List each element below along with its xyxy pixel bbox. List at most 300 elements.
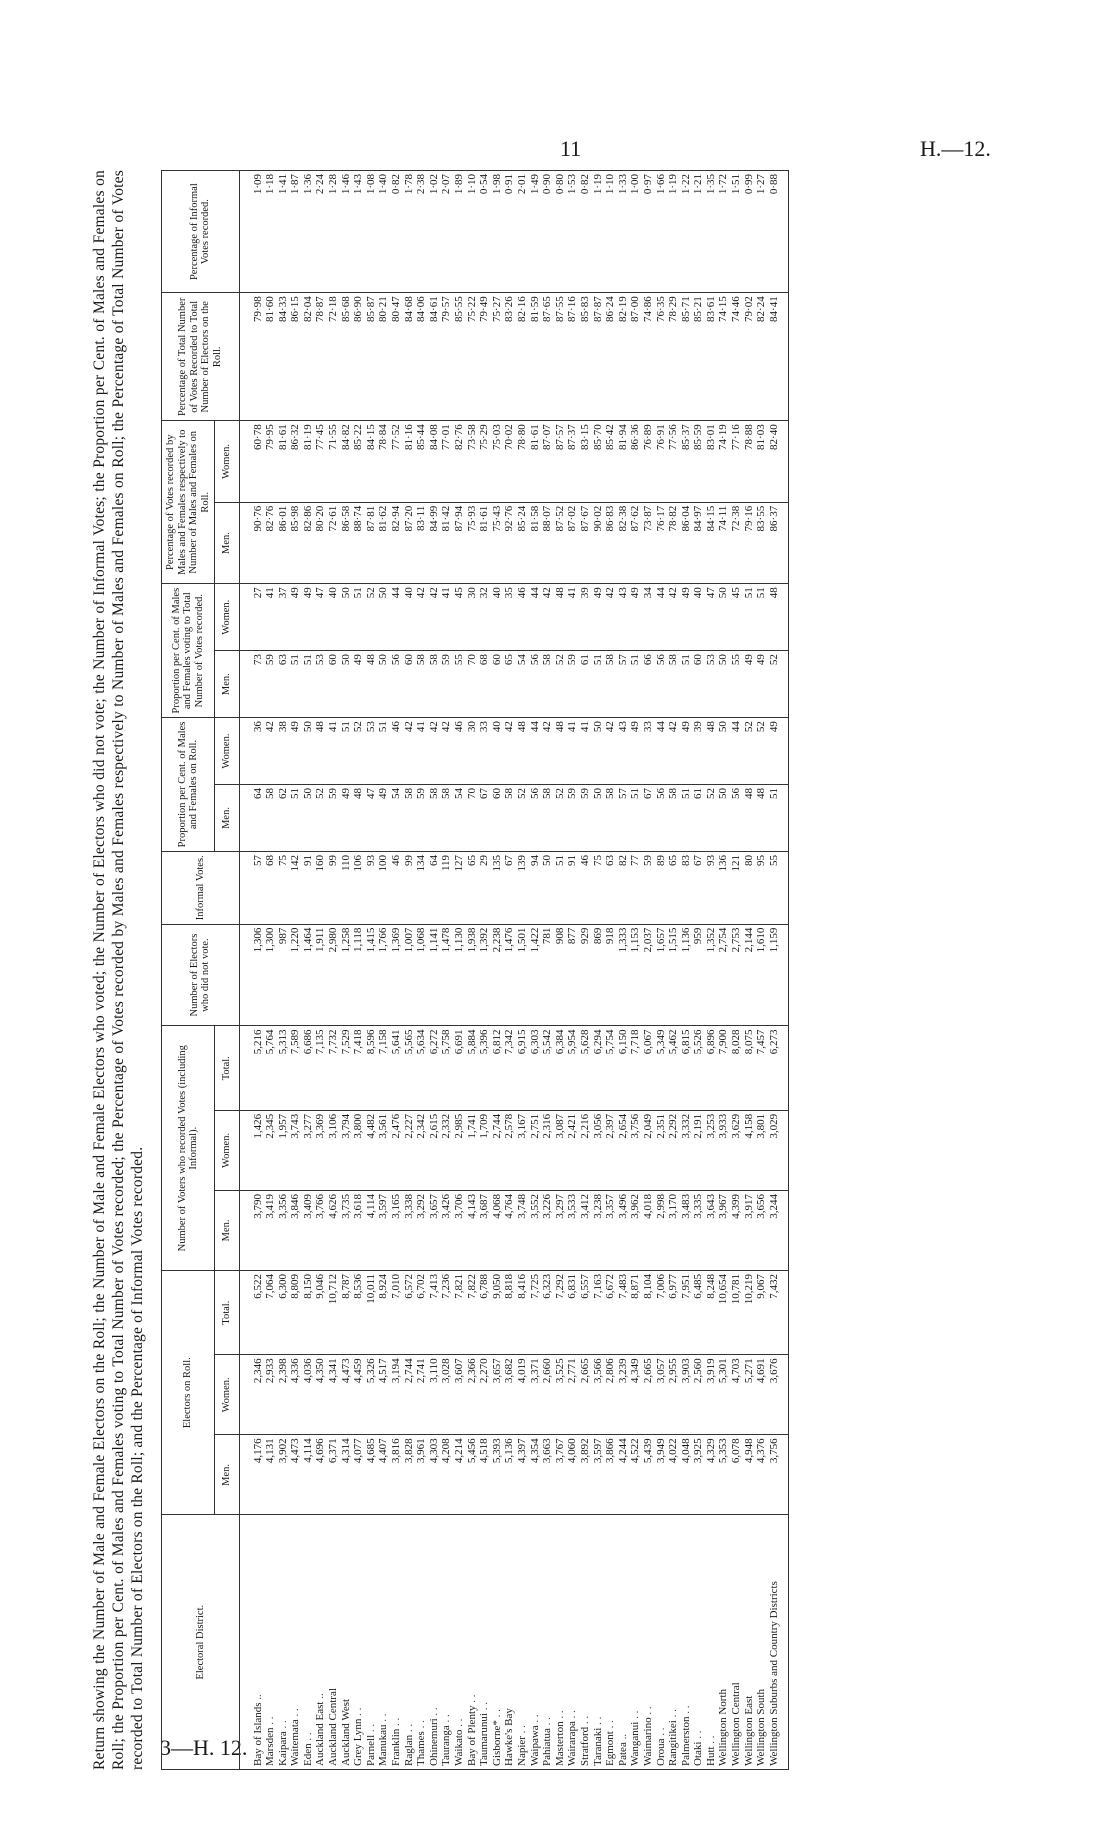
cell-sm: 82·76 [264, 502, 277, 583]
leader-dots: . . [453, 1718, 465, 1727]
cell-pm: 55 [453, 651, 466, 718]
cell-vw: 3,756 [629, 1110, 642, 1190]
cell-sw: 86·32 [289, 421, 302, 502]
cell-tp: 86·15 [289, 293, 302, 421]
district-cell [629, 1515, 642, 1770]
cell-vt: 7,457 [755, 1026, 768, 1110]
cell-em: 3,816 [390, 1435, 403, 1515]
header-voters-total: Total. [215, 1026, 240, 1110]
cell-vw: 1,741 [466, 1110, 479, 1190]
cell-nv: 1,657 [655, 924, 668, 1026]
cell-rm: 52 [705, 785, 718, 852]
cell-tp: 87·65 [541, 293, 554, 421]
leader-dots: . . [415, 1720, 428, 1729]
cell-et: 7,432 [768, 1270, 789, 1354]
cell-vm: 3,748 [516, 1190, 529, 1270]
district-name: Bay of Plenty [465, 1705, 478, 1766]
cell-vm: 3,244 [768, 1190, 789, 1270]
cell-ew: 3,607 [453, 1355, 466, 1435]
cell-pw: 32 [478, 584, 491, 651]
cell-em: 4,114 [302, 1435, 315, 1515]
cell-et: 8,809 [289, 1270, 302, 1354]
cell-ew: 2,741 [415, 1355, 428, 1435]
cell-sm: 75·43 [491, 502, 504, 583]
cell-ip: 1·40 [377, 171, 390, 293]
table-row [529, 171, 542, 1770]
cell-sw: 81·19 [302, 421, 315, 502]
cell-ip: 1·19 [667, 171, 680, 293]
cell-vw: 1,709 [478, 1110, 491, 1190]
cell-vm: 3,657 [428, 1190, 441, 1270]
cell-ip: 1·78 [403, 171, 416, 293]
cell-vt: 5,565 [403, 1026, 416, 1110]
cell-vm: 4,114 [365, 1190, 378, 1270]
cell-pm: 59 [566, 651, 579, 718]
cell-vm: 3,656 [755, 1190, 768, 1270]
cell-inf: 64 [428, 851, 441, 924]
cell-inf: 67 [692, 851, 705, 924]
cell-pw: 30 [466, 584, 479, 651]
table-row [566, 171, 579, 1770]
cell-rw: 43 [617, 718, 630, 785]
cell-vw: 1,426 [239, 1110, 264, 1190]
cell-rm: 59 [566, 785, 579, 852]
table-body [239, 171, 789, 1770]
cell-sm: 85·98 [289, 502, 302, 583]
district-cell [478, 1515, 491, 1770]
cell-inf: 106 [352, 851, 365, 924]
cell-tp: 85·87 [365, 293, 378, 421]
cell-em: 4,022 [667, 1435, 680, 1515]
cell-pw: 48 [554, 584, 567, 651]
cell-vw: 2,744 [491, 1110, 504, 1190]
cell-et: 6,977 [667, 1270, 680, 1354]
cell-vt: 6,896 [705, 1026, 718, 1110]
cell-ip: 0·82 [579, 171, 592, 293]
table-row [730, 171, 743, 1770]
cell-vm: 3,297 [554, 1190, 567, 1270]
table-row [579, 171, 592, 1770]
district-cell [667, 1515, 680, 1770]
cell-pw: 51 [755, 584, 768, 651]
cell-inf: 135 [491, 851, 504, 924]
cell-vm: 3,426 [440, 1190, 453, 1270]
cell-et: 7,292 [554, 1270, 567, 1354]
cell-em: 4,214 [453, 1435, 466, 1515]
cell-vt: 6,272 [428, 1026, 441, 1110]
cell-pw: 50 [717, 584, 730, 651]
cell-et: 7,822 [466, 1270, 479, 1354]
district-cell [365, 1515, 378, 1770]
cell-pm: 58 [604, 651, 617, 718]
cell-inf: 65 [466, 851, 479, 924]
cell-vt: 7,732 [327, 1026, 340, 1110]
cell-pm: 70 [466, 651, 479, 718]
cell-rm: 49 [340, 785, 353, 852]
cell-sm: 78·82 [667, 502, 680, 583]
cell-em: 4,518 [478, 1435, 491, 1515]
cell-em: 5,353 [717, 1435, 730, 1515]
table-row [264, 171, 277, 1770]
cell-rm: 59 [579, 785, 592, 852]
cell-pm: 73 [239, 651, 264, 718]
cell-vt: 5,313 [277, 1026, 290, 1110]
district-cell [289, 1515, 302, 1770]
cell-pw: 47 [705, 584, 718, 651]
cell-tp: 81·59 [529, 293, 542, 421]
cell-rw: 52 [352, 718, 365, 785]
cell-ew: 4,336 [289, 1355, 302, 1435]
cell-ew: 3,682 [503, 1355, 516, 1435]
cell-pm: 59 [264, 651, 277, 718]
cell-em: 4,473 [289, 1435, 302, 1515]
cell-sw: 78·80 [516, 421, 529, 502]
cell-vm: 3,790 [239, 1190, 264, 1270]
cell-rm: 52 [554, 785, 567, 852]
cell-vw: 2,654 [617, 1110, 630, 1190]
cell-pm: 50 [717, 651, 730, 718]
cell-pm: 51 [289, 651, 302, 718]
leader-dots: . . [390, 1717, 403, 1726]
table-row [717, 171, 730, 1770]
cell-et: 7,006 [655, 1270, 668, 1354]
district-cell [604, 1515, 617, 1770]
cell-sm: 87·62 [629, 502, 642, 583]
cell-em: 4,244 [617, 1435, 630, 1515]
cell-vt: 7,135 [314, 1026, 327, 1110]
leader-dots: . . [591, 1716, 604, 1725]
district-name: Auckland Central [327, 1688, 340, 1766]
cell-vw: 2,227 [403, 1110, 416, 1190]
cell-nv: 1,333 [617, 924, 630, 1026]
table-row [440, 171, 453, 1770]
header-prop-voting-men: Men. [215, 651, 240, 718]
cell-pm: 55 [730, 651, 743, 718]
leader-dots: . . [276, 1720, 289, 1729]
cell-vw: 3,056 [592, 1110, 605, 1190]
cell-rm: 52 [314, 785, 327, 852]
district-cell [579, 1515, 592, 1770]
cell-rw: 52 [755, 718, 768, 785]
header-voters-women: Women. [215, 1110, 240, 1190]
table-row [352, 171, 365, 1770]
cell-inf: 51 [554, 851, 567, 924]
cell-tp: 85·71 [680, 293, 693, 421]
cell-et: 6,323 [541, 1270, 554, 1354]
cell-vm: 3,496 [617, 1190, 630, 1270]
leader-dots: . . [604, 1720, 617, 1729]
cell-vm: 3,170 [667, 1190, 680, 1270]
cell-et: 8,104 [642, 1270, 655, 1354]
cell-sw: 79·95 [264, 421, 277, 502]
cell-em: 4,397 [516, 1435, 529, 1515]
leader-dots: . . [465, 1694, 478, 1703]
cell-vm: 3,533 [566, 1190, 579, 1270]
cell-vw: 2,049 [642, 1110, 655, 1190]
cell-pw: 48 [768, 584, 789, 651]
table-row [629, 171, 642, 1770]
cell-pw: 42 [667, 584, 680, 651]
cell-ip: 1·08 [365, 171, 378, 293]
cell-rw: 41 [566, 718, 579, 785]
cell-et: 8,416 [516, 1270, 529, 1354]
cell-inf: 99 [327, 851, 340, 924]
cell-vm: 3,643 [705, 1190, 718, 1270]
cell-tp: 84·33 [277, 293, 290, 421]
cell-et: 8,536 [352, 1270, 365, 1354]
cell-em: 4,696 [314, 1435, 327, 1515]
cell-sw: 60·78 [239, 421, 264, 502]
district-name: Taranaki [591, 1727, 604, 1766]
cell-em: 4,329 [705, 1435, 718, 1515]
cell-ip: 0·54 [478, 171, 491, 293]
cell-inf: 83 [680, 851, 693, 924]
cell-tp: 78·87 [314, 293, 327, 421]
cell-vm: 3,238 [592, 1190, 605, 1270]
cell-vm: 3,356 [277, 1190, 290, 1270]
district-name: Waimarino [641, 1717, 654, 1766]
district-cell [529, 1515, 542, 1770]
cell-sm: 84·99 [428, 502, 441, 583]
cell-rw: 42 [403, 718, 416, 785]
cell-sm: 86·01 [277, 502, 290, 583]
header-district: Electoral District. [162, 1515, 240, 1770]
cell-pw: 52 [365, 584, 378, 651]
table-row [755, 171, 768, 1770]
cell-rm: 58 [440, 785, 453, 852]
cell-tp: 86·24 [604, 293, 617, 421]
cell-inf: 57 [239, 851, 264, 924]
table-row [428, 171, 441, 1770]
cell-sw: 77·45 [314, 421, 327, 502]
cell-vt: 5,954 [566, 1026, 579, 1110]
cell-pm: 49 [743, 651, 756, 718]
cell-vw: 2,316 [541, 1110, 554, 1190]
cell-nv: 1,392 [478, 924, 491, 1026]
table-row [453, 171, 466, 1770]
cell-sw: 81·03 [755, 421, 768, 502]
cell-ip: 1·66 [655, 171, 668, 293]
cell-ip: 1·28 [327, 171, 340, 293]
table-row [277, 171, 290, 1770]
cell-sm: 84·97 [692, 502, 705, 583]
header-prop-voting: Proportion per Cent. of Males and Females voting to Total Number of Votes recorded. [162, 584, 215, 718]
cell-ip: 1·00 [629, 171, 642, 293]
table-row [554, 171, 567, 1770]
cell-sm: 86·37 [768, 502, 789, 583]
cell-ew: 4,341 [327, 1355, 340, 1435]
cell-rm: 59 [327, 785, 340, 852]
cell-sw: 84·08 [428, 421, 441, 502]
cell-et: 8,787 [340, 1270, 353, 1354]
cell-sm: 75·93 [466, 502, 479, 583]
cell-ew: 2,933 [264, 1355, 277, 1435]
cell-rm: 48 [743, 785, 756, 852]
district-name: Waikato [453, 1729, 465, 1766]
cell-tp: 78·29 [667, 293, 680, 421]
cell-ew: 5,326 [365, 1355, 378, 1435]
cell-vm: 4,626 [327, 1190, 340, 1270]
cell-pw: 37 [277, 584, 290, 651]
cell-tp: 79·57 [440, 293, 453, 421]
cell-ew: 3,194 [390, 1355, 403, 1435]
district-cell [680, 1515, 693, 1770]
cell-nv: 1,464 [302, 924, 315, 1026]
cell-inf: 100 [377, 851, 390, 924]
cell-inf: 68 [264, 851, 277, 924]
cell-vw: 3,106 [327, 1110, 340, 1190]
cell-et: 7,725 [529, 1270, 542, 1354]
cell-tp: 83·61 [705, 293, 718, 421]
cell-vt: 5,216 [239, 1026, 264, 1110]
cell-rw: 41 [327, 718, 340, 785]
cell-nv: 1,476 [503, 924, 516, 1026]
district-name: Thames [415, 1731, 428, 1766]
header-pct-women: Women. [215, 421, 240, 502]
cell-pm: 63 [277, 651, 290, 718]
cell-em: 4,303 [428, 1435, 441, 1515]
header-prop-voting-women: Women. [215, 584, 240, 651]
cell-vw: 3,794 [340, 1110, 353, 1190]
cell-rm: 50 [717, 785, 730, 852]
cell-tp: 85·68 [340, 293, 353, 421]
cell-pm: 61 [579, 651, 592, 718]
cell-rm: 58 [403, 785, 416, 852]
cell-sw: 86·36 [629, 421, 642, 502]
cell-pw: 40 [403, 584, 416, 651]
cell-vt: 5,641 [390, 1026, 403, 1110]
cell-pm: 50 [377, 651, 390, 718]
cell-sm: 81·58 [529, 502, 542, 583]
cell-nv: 1,159 [768, 924, 789, 1026]
cell-inf: 134 [415, 851, 428, 924]
header-electors-women: Women. [215, 1355, 240, 1435]
cell-ip: 2·24 [314, 171, 327, 293]
cell-ip: 1·36 [302, 171, 315, 293]
cell-sm: 87·20 [403, 502, 416, 583]
cell-vw: 3,800 [352, 1110, 365, 1190]
district-cell [453, 1515, 466, 1770]
cell-sw: 81·61 [529, 421, 542, 502]
cell-inf: 94 [529, 851, 542, 924]
cell-vm: 3,338 [403, 1190, 416, 1270]
cell-rm: 50 [592, 785, 605, 852]
cell-pw: 51 [352, 584, 365, 651]
cell-rw: 51 [340, 718, 353, 785]
cell-tp: 75·22 [466, 293, 479, 421]
district-name: Wellington Central [730, 1682, 743, 1766]
cell-rm: 51 [289, 785, 302, 852]
cell-ip: 1·10 [466, 171, 479, 293]
cell-vw: 3,029 [768, 1110, 789, 1190]
cell-et: 10,781 [730, 1270, 743, 1354]
cell-ew: 3,110 [428, 1355, 441, 1435]
cell-vw: 3,087 [554, 1110, 567, 1190]
cell-em: 4,376 [755, 1435, 768, 1515]
cell-sw: 71·55 [327, 421, 340, 502]
cell-et: 6,557 [579, 1270, 592, 1354]
cell-et: 8,150 [302, 1270, 315, 1354]
cell-vt: 5,758 [440, 1026, 453, 1110]
cell-em: 4,176 [239, 1435, 264, 1515]
cell-tp: 82·04 [302, 293, 315, 421]
cell-sw: 87·57 [554, 421, 567, 502]
cell-tp: 84·41 [768, 293, 789, 421]
cell-ew: 3,057 [655, 1355, 668, 1435]
cell-vt: 5,884 [466, 1026, 479, 1110]
cell-pw: 35 [503, 584, 516, 651]
cell-sm: 88·74 [352, 502, 365, 583]
cell-sw: 85·22 [352, 421, 365, 502]
cell-ip: 1·41 [277, 171, 290, 293]
cell-vt: 6,686 [302, 1026, 315, 1110]
district-cell [692, 1515, 705, 1770]
cell-rm: 50 [302, 785, 315, 852]
table-row [655, 171, 668, 1770]
cell-em: 3,925 [692, 1435, 705, 1515]
cell-em: 5,136 [503, 1435, 516, 1515]
cell-et: 9,046 [314, 1270, 327, 1354]
cell-sw: 82·40 [768, 421, 789, 502]
cell-ew: 3,919 [705, 1355, 718, 1435]
cell-nv: 1,501 [516, 924, 529, 1026]
cell-em: 4,522 [629, 1435, 642, 1515]
cell-vw: 4,158 [743, 1110, 756, 1190]
cell-tp: 85·83 [579, 293, 592, 421]
electors-return-table [161, 170, 789, 1770]
cell-vt: 7,342 [503, 1026, 516, 1110]
cell-rw: 49 [289, 718, 302, 785]
cell-sm: 86·83 [604, 502, 617, 583]
cell-em: 6,078 [730, 1435, 743, 1515]
cell-rm: 58 [667, 785, 680, 852]
district-name: Eden [301, 1743, 314, 1766]
cell-nv: 1,911 [314, 924, 327, 1026]
cell-vm: 3,846 [289, 1190, 302, 1270]
district-name: Egmont [604, 1731, 617, 1766]
cell-em: 5,439 [642, 1435, 655, 1515]
cell-ew: 5,301 [717, 1355, 730, 1435]
cell-pw: 44 [529, 584, 542, 651]
cell-et: 8,248 [705, 1270, 718, 1354]
cell-rw: 38 [277, 718, 290, 785]
cell-sw: 77·16 [730, 421, 743, 502]
cell-pw: 42 [428, 584, 441, 651]
cell-vt: 7,158 [377, 1026, 390, 1110]
cell-tp: 84·68 [403, 293, 416, 421]
cell-ip: 1·33 [617, 171, 630, 293]
leader-dots: . . [578, 1715, 591, 1725]
cell-nv: 1,300 [264, 924, 277, 1026]
cell-et: 7,951 [680, 1270, 693, 1354]
cell-tp: 82·16 [516, 293, 529, 421]
leader-dots: .. [314, 1693, 327, 1699]
cell-ip: 2·01 [516, 171, 529, 293]
cell-rm: 51 [768, 785, 789, 852]
cell-tp: 80·47 [390, 293, 403, 421]
district-cell [768, 1515, 789, 1770]
cell-inf: 67 [503, 851, 516, 924]
cell-em: 4,208 [440, 1435, 453, 1515]
cell-vm: 3,409 [302, 1190, 315, 1270]
cell-tp: 74·15 [717, 293, 730, 421]
cell-em: 3,902 [277, 1435, 290, 1515]
cell-rm: 59 [415, 785, 428, 852]
leader-dots: . . [402, 1723, 415, 1733]
cell-tp: 85·55 [453, 293, 466, 421]
table-row [327, 171, 340, 1770]
district-name: Tauranga [440, 1725, 453, 1766]
